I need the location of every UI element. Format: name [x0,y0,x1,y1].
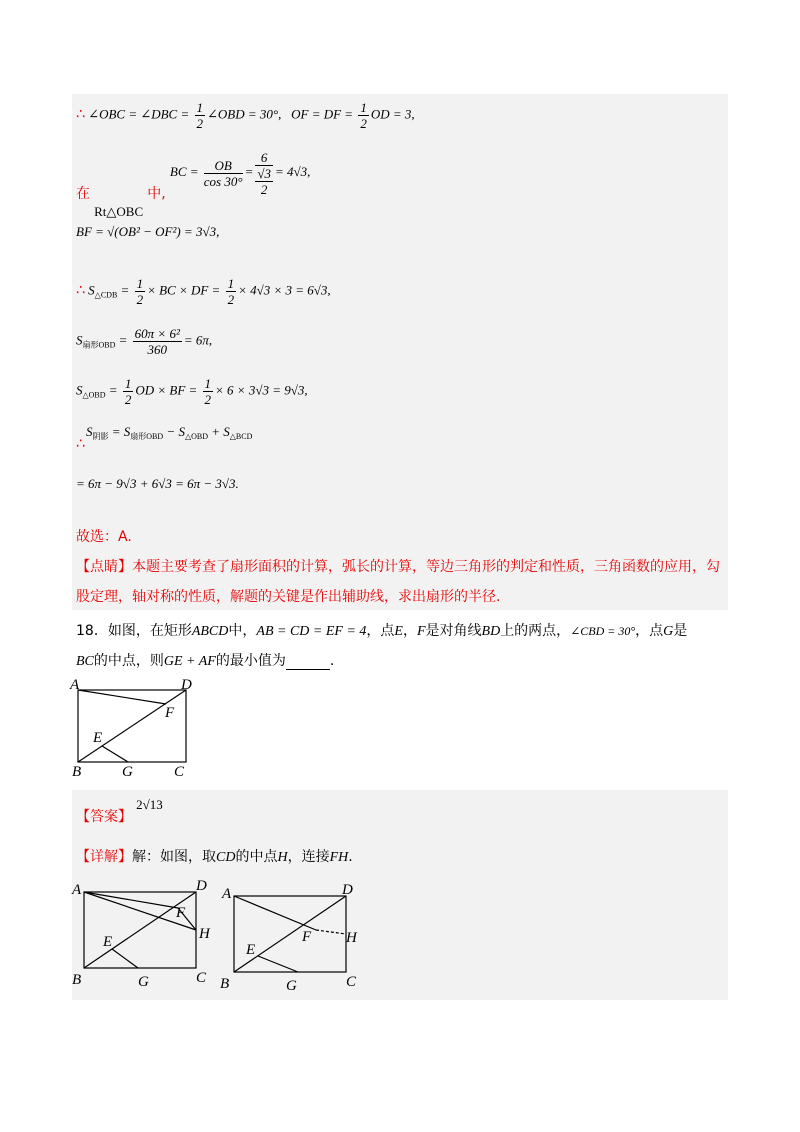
svg-text:F: F [176,905,186,921]
svg-text:E: E [93,730,103,746]
svg-text:E: E [103,934,113,950]
solution-line-6: $S_{\triangle OBD}$ = $\frac{1}{2}$ OD × BF = $\frac{1}{2}$ × 6 × 3√3 = 9√3, [76,376,308,407]
question-figure [68,676,208,780]
therefore-symbol: ∴ [76,436,85,452]
svg-text:C: C [196,970,207,986]
svg-text:F: F [165,705,175,721]
solution-line-8: = 6π − 9√3 + 6√3 = 6π − 3√3. [76,476,239,491]
solution-line-2: 在 Rt△OBC 中, BC = $\frac{OB}{\cos 30^\circ}$ = 6 √3 2 = 4√3, [76,150,311,220]
question-18-line-1: 18．如图，在矩形ABCD中，AB = CD = EF = 4，点E，F是对角线BD上的两点，∠CBD = 30°，点G是 [76,623,688,639]
svg-text:A: A [222,886,232,902]
solution-figure-left [68,872,218,992]
svg-text:D: D [196,878,207,894]
solution-line-7: $S_{阴影} = S_{扇形OBD} - S_{\triangle OBD} + S_{\triangle BCD}$ [86,424,253,441]
svg-text:H: H [346,930,357,946]
svg-text:D: D [342,882,353,898]
fraction-half: $\frac{1}{2}$ [360,100,367,131]
answer-value: 2√13 [136,797,163,812]
solution-figure-right [218,874,368,994]
svg-text:G: G [286,978,297,994]
fraction-half: $\frac{1}{2}$ [196,100,204,131]
svg-text:C: C [346,974,357,990]
svg-text:H: H [199,926,210,942]
svg-text:A: A [72,882,82,898]
comment-line-1: 【点睛】本题主要考查了扇形面积的计算，弧长的计算，等边三角形的判定和性质，三角函数的应用，勾 [76,559,720,575]
question-18-line-2: BC的中点，则GE + AF的最小值为 . [76,653,335,669]
svg-text:D: D [181,677,192,693]
solution-line-3: BF = √(OB² − OF²) = 3√3, [76,224,220,239]
answer-choice: 故选：A. [76,529,132,545]
svg-text:B: B [72,972,82,988]
svg-text:C: C [174,764,185,780]
solution-line-5: $S_{扇形OBD}$ = $\frac{\text{60π × 6²}}{360}$ = 6π, [76,326,213,357]
svg-text:E: E [246,942,256,958]
svg-text:G: G [138,974,149,990]
svg-text:F: F [302,929,312,945]
answer-blank [286,655,330,670]
solution-line-4: ∴ $S_{\triangle CDB}$ = $\frac{1}{2}$ × BC × DF = $\frac{1}{2}$ × 4√3 × 3 = 6√3, [76,276,331,307]
svg-text:B: B [72,764,82,780]
comment-line-2: 股定理，轴对称的性质，解题的关键是作出辅助线，求出扇形的半径. [76,589,501,605]
answer-line: 【答案】 2√13 [76,797,163,825]
svg-text:A: A [70,677,80,693]
detail-line: 【详解】解：如图，取CD的中点H，连接FH. [76,849,353,865]
svg-text:B: B [220,976,230,992]
svg-text:G: G [122,764,133,780]
solution-line-1: ∴ ∠OBC = ∠DBC = $\frac{1}{2}$ ∠OBD = 30°, OF = DF = $\frac{1}{2}$ OD = 3, [76,100,415,131]
